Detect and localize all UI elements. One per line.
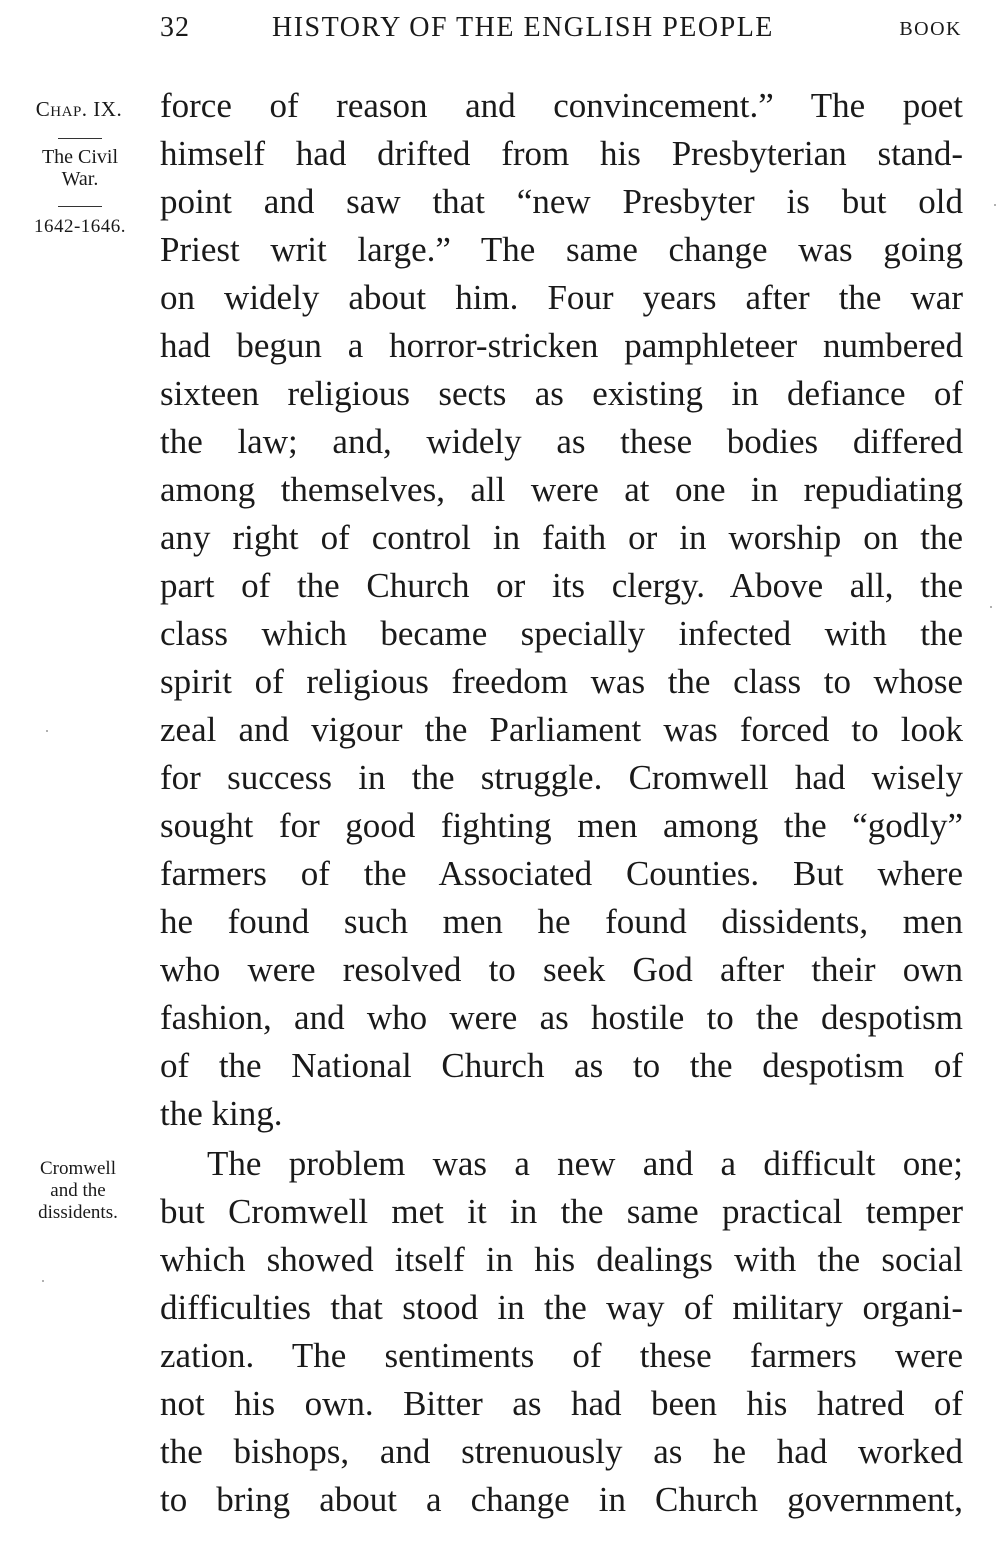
text-line: he found such men he found dissidents, men bbox=[160, 902, 963, 941]
text-line: difficulties that stood in the way of military organi- bbox=[160, 1288, 963, 1327]
text-line: class which became specially infected with the bbox=[160, 614, 963, 653]
scan-speck bbox=[990, 606, 992, 608]
text-line: farmers of the Associated Counties. But where bbox=[160, 854, 963, 893]
text-line: zation. The sentiments of these farmers were bbox=[160, 1336, 963, 1375]
margin-sidenote-cromwell bbox=[8, 1158, 148, 1224]
text-line: point and saw that “new Presbyter is but old bbox=[160, 182, 963, 221]
text-line: the king. bbox=[160, 1094, 283, 1133]
text-line: the bishops, and strenuously as he had worked bbox=[160, 1432, 963, 1471]
margin-sidenote-line2: and the bbox=[50, 1180, 106, 1201]
text-line: The problem was a new and a difficult one; bbox=[207, 1144, 963, 1183]
margin-years: 1642-1646. bbox=[33, 216, 127, 237]
book-label: BOOK bbox=[899, 18, 962, 40]
text-line: zeal and vigour the Parliament was forced to look bbox=[160, 710, 963, 749]
page-number: 32 bbox=[160, 12, 190, 43]
margin-sidenote-line1: Cromwell bbox=[40, 1158, 116, 1179]
scan-speck bbox=[46, 730, 48, 732]
margin-rule-top bbox=[58, 138, 102, 139]
text-line: not his own. Bitter as had been his hatred of bbox=[160, 1384, 963, 1423]
text-line: part of the Church or its clergy. Above all, the bbox=[160, 566, 963, 605]
text-line: spirit of religious freedom was the class to whose bbox=[160, 662, 963, 701]
text-line: which showed itself in his dealings with the social bbox=[160, 1240, 963, 1279]
scan-speck bbox=[42, 1280, 44, 1282]
margin-sidenote-line3: dissidents. bbox=[38, 1202, 118, 1223]
text-line: Priest writ large.” The same change was going bbox=[160, 230, 963, 269]
text-line: any right of control in faith or in worship on the bbox=[160, 518, 963, 557]
chapter-marker: Chap. IX. bbox=[35, 97, 123, 121]
text-line: force of reason and convincement.” The poet bbox=[160, 86, 963, 125]
running-title: HISTORY OF THE ENGLISH PEOPLE bbox=[272, 12, 774, 43]
text-line: on widely about him. Four years after the war bbox=[160, 278, 963, 317]
text-line: of the National Church as to the despotism of bbox=[160, 1046, 963, 1085]
margin-topic bbox=[10, 146, 150, 190]
text-line: to bring about a change in Church government, bbox=[160, 1480, 963, 1519]
margin-rule-bottom bbox=[58, 206, 102, 207]
margin-topic-line2: War. bbox=[61, 168, 99, 190]
text-line: sought for good fighting men among the “godly” bbox=[160, 806, 963, 845]
text-line: among themselves, all were at one in repudiating bbox=[160, 470, 963, 509]
text-line: the law; and, widely as these bodies differed bbox=[160, 422, 963, 461]
text-line: himself had drifted from his Presbyterian stand- bbox=[160, 134, 963, 173]
text-line: sixteen religious sects as existing in defiance of bbox=[160, 374, 963, 413]
margin-topic-line1: The Civil bbox=[41, 146, 119, 168]
text-line: who were resolved to seek God after their own bbox=[160, 950, 963, 989]
text-line: but Cromwell met it in the same practical temper bbox=[160, 1192, 963, 1231]
text-line: for success in the struggle. Cromwell had wisely bbox=[160, 758, 963, 797]
scan-speck bbox=[994, 204, 996, 206]
text-line: had begun a horror-stricken pamphleteer numbered bbox=[160, 326, 963, 365]
text-line: fashion, and who were as hostile to the despotism bbox=[160, 998, 963, 1037]
